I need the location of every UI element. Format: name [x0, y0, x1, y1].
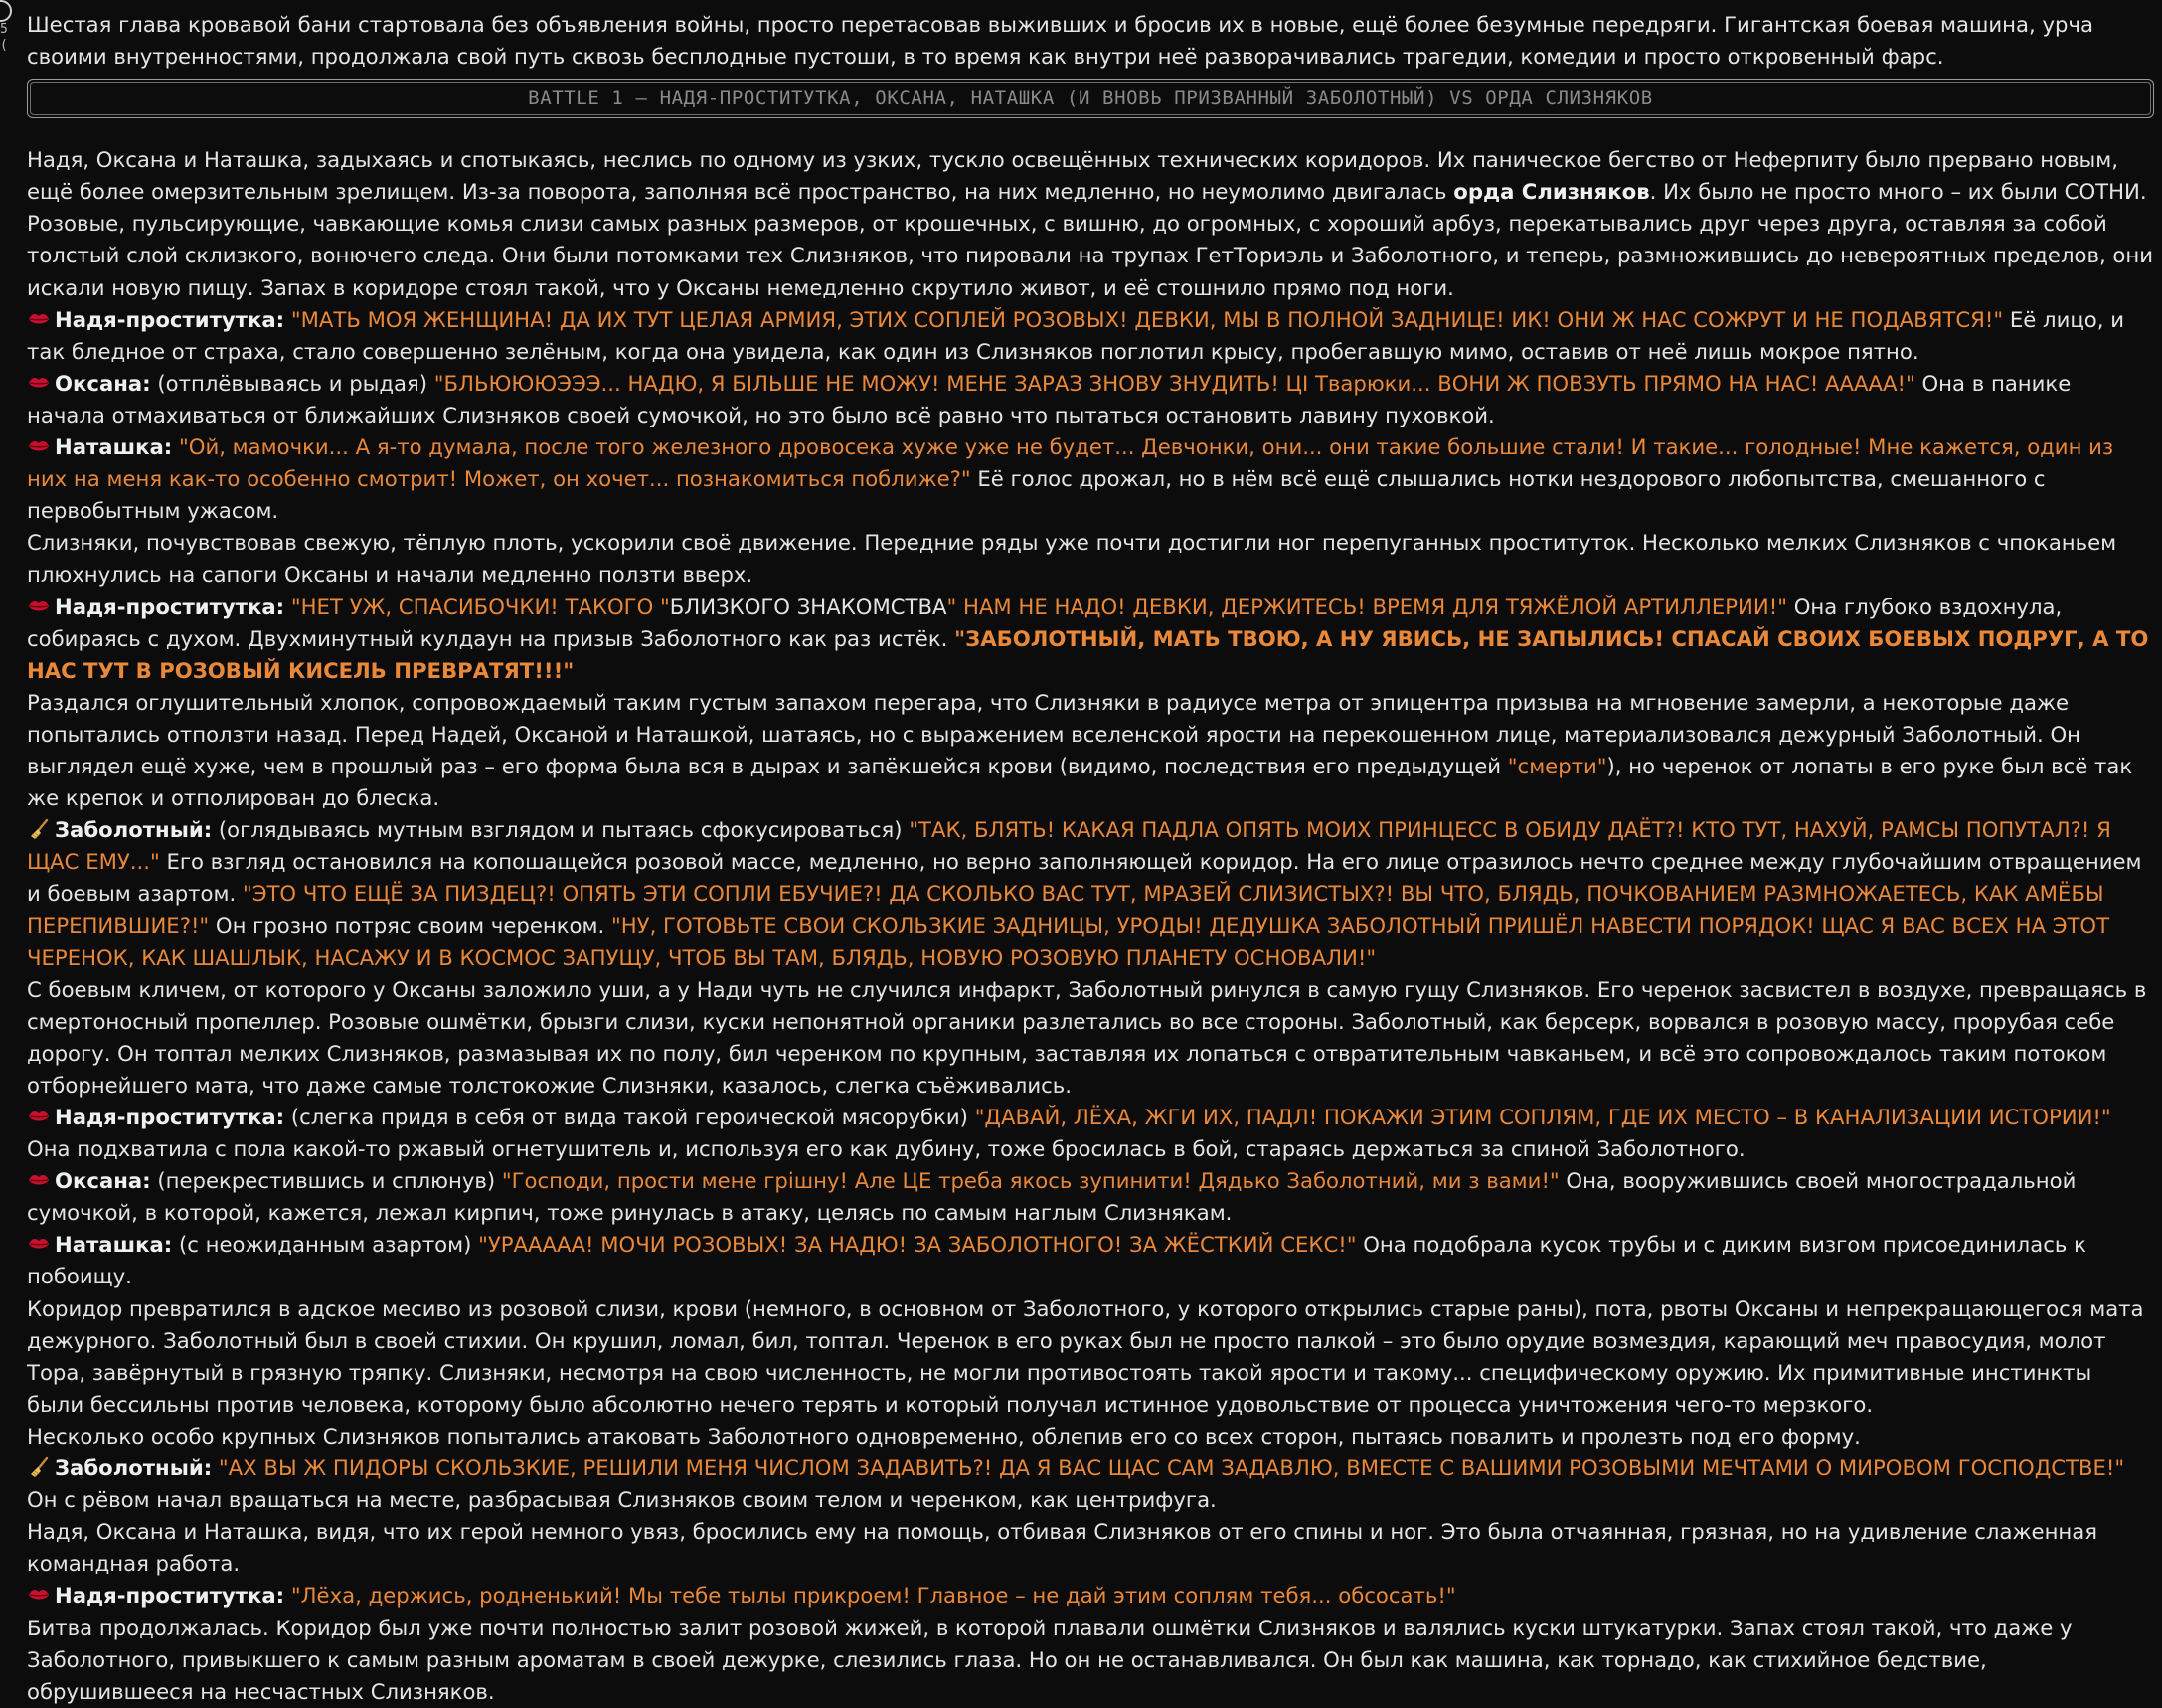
quote: " НАМ НЕ НАДО! ДЕВКИ, ДЕРЖИТЕСЬ! ВРЕМЯ ДЛЯ ТЯЖЁЛОЙ АРТИЛЛЕРИИ!"	[946, 594, 1787, 619]
stage-direction: (отплёвываясь и рыдая)	[150, 370, 434, 396]
text: Надя, Оксана и Наташка, задыхаясь и спотыкаясь, неслись по одному из узких, тускло освещённых технических коридоров. Их паническое бегство от Неферпиту было прервано новым, ещё более омерзительным зрелищем. Из-за поворота, заполняя всё пространство, на них медленно, но неумолимо двигалась	[27, 147, 2118, 205]
story-paragraph	[27, 687, 2154, 814]
quote: "АХ ВЫ Ж ПИДОРЫ СКОЛЬЗКИЕ, РЕШИЛИ МЕНЯ ЧИСЛОМ ЗАДАВИТЬ?! ДА Я ВАС ЩАС САМ ЗАДАВЛЮ, ВМЕСТЕ С ВАШИМИ РОЗОВЫМИ МЕЧТАМИ О МИРОВОМ ГОСПОДСТВЕ!"	[218, 1455, 2125, 1481]
broom-icon	[27, 818, 51, 840]
quote: "ТАК, БЛЯТЬ! КАКАЯ ПАДЛА ОПЯТЬ МОИХ ПРИНЦЕСС В ОБИДУ ДАЁТ?! КТО ТУТ, НАХУЙ, РАМСЫ ПОПУТАЛ?! Я ЩАС ЕМУ..."	[27, 817, 2111, 875]
lips-icon	[27, 308, 51, 330]
speaker-name: Оксана:	[55, 1168, 151, 1194]
lips-icon	[27, 1233, 51, 1255]
stage-direction: (слегка придя в себя от вида такой героической мясорубки)	[284, 1105, 975, 1129]
text: Она подхватила с пола какой-то ржавый огнетушитель и, используя его как дубину, тоже бросилась в бой, стараясь держаться за спиной Заболотного.	[27, 1136, 1746, 1162]
story-paragraph: Несколько особо крупных Слизняков попытались атаковать Заболотного одновременно, облепив его со всех сторон, пытаясь повалить и пролезть под его форму.	[27, 1423, 1861, 1449]
quote: "ЭТО ЧТО ЕЩЁ ЗА ПИЗДЕЦ?! ОПЯТЬ ЭТИ СОПЛИ ЕБУЧИЕ?! ДА СКОЛЬКО ВАС ТУТ, МРАЗЕЙ СЛИЗИСТЫХ?! ВЫ ЧТО, БЛЯДЬ, ПОЧКОВАНИЕМ РАЗМНОЖАЕТЕСЬ, КАК АМЁБЫ ПЕРЕПИВШИЕ?!"	[27, 881, 2104, 939]
lips-icon	[27, 596, 51, 617]
text: ), но черенок от лопаты в его руке был всё так же крепок и отполирован до блеска.	[27, 753, 2133, 811]
quote: "УРААААА! МОЧИ РОЗОВЫХ! ЗА НАДЮ! ЗА ЗАБОЛОТНОГО! ЗА ЖЁСТКИЙ СЕКС!"	[478, 1232, 1357, 1258]
story-paragraph: Слизняки, почувствовав свежую, тёплую плоть, ускорили своё движение. Передние ряды уже почти достигли ног перепуганных проституток. Несколько мелких Слизняков с чпоканьем плюхнулись на сапоги Оксаны и начали медленно ползти вверх.	[27, 530, 2117, 588]
bold-text: орда Слизняков	[1453, 179, 1650, 205]
speaker-name: Надя-проститутка:	[55, 1105, 285, 1129]
quote: "НЕТ УЖ, СПАСИБОЧКИ! ТАКОГО "	[290, 594, 670, 619]
text: Она, вооружившись своей многострадальной сумочкой, в которой, кажется, лежал кирпич, тоже ринулась в атаку, целясь по самым наглым Слизнякам.	[27, 1168, 2077, 1226]
text: Она глубоко вздохнула, собираясь с духом. Двухминутный кулдаун на призыв Заболотного как раз истёк.	[27, 594, 2063, 651]
lips-icon	[27, 1584, 51, 1606]
dialogue-line	[27, 814, 2154, 973]
quote-bold: "ЗАБОЛОТНЫЙ, МАТЬ ТВОЮ, А НУ ЯВИСЬ, НЕ ЗАПЫЛИСЬ! СПАСАЙ СВОИХ БОЕВЫХ ПОДРУГ, А ТО НАС ТУТ В РОЗОВЫЙ КИСЕЛЬ ПРЕВРАТЯТ!!!"	[27, 625, 2149, 683]
dialogue-line	[27, 1229, 2154, 1292]
intro-paragraph: Шестая глава кровавой бани стартовала без объявления войны, просто перетасовав выживших и бросив их в новые, ещё более безумные передряги. Гигантская боевая машина, урча своими внутренностями, продолжала свой путь сквозь бесплодные пустоши, в то время как внутри неё разворачивались трагедии, комедии и просто откровенный фарс.	[27, 12, 2093, 70]
text: Он грозно потряс своим черенком.	[209, 913, 611, 939]
lips-icon	[27, 1169, 51, 1191]
battle-banner-title: BATTLE 1 – НАДЯ-ПРОСТИТУТКА, ОКСАНА, НАТАШКА (И ВНОВЬ ПРИЗВАННЫЙ ЗАБОЛОТНЫЙ) VS ОРДА СЛИЗНЯКОВ	[30, 82, 2151, 115]
text: Её голос дрожал, но в нём всё ещё слышались нотки нездорового любопытства, смешанного с первобытным ужасом.	[27, 466, 2046, 524]
story-content	[27, 9, 2154, 1708]
speaker-name: Заболотный:	[55, 1455, 213, 1481]
text: Он с рёвом начал вращаться на месте, разбрасывая Слизняков своим телом и черенком, как центрифуга.	[27, 1487, 1217, 1513]
speaker-name: Надя-проститутка:	[55, 306, 285, 332]
story-paragraph	[27, 144, 2154, 303]
dialogue-line	[27, 1165, 2154, 1229]
left-edge-fragment	[0, 0, 18, 60]
dialogue-line	[27, 431, 2154, 527]
dialogue-line	[27, 1102, 2154, 1165]
quote: "смерти"	[1507, 753, 1607, 778]
dialogue-line	[27, 1452, 2154, 1516]
stage-direction: (перекрестившись и сплюнув)	[150, 1168, 502, 1194]
quote: "Ой, мамочки... А я-то думала, после того железного дровосека хуже уже не будет... Девчонки, они... они такие большие стали! И такие... голодные! Мне кажется, один из них на меня как-то особенно смотрит! Может, он хочет... познакомиться поближе?"	[27, 434, 2114, 492]
speaker-name: Наташка:	[55, 1232, 173, 1258]
text: Она в панике начала отмахиваться от ближайших Слизняков своей сумочкой, но это было всё равно что пытаться остановить лавину пуховкой.	[27, 370, 2072, 427]
quote: "НУ, ГОТОВЬТЕ СВОИ СКОЛЬЗКИЕ ЗАДНИЦЫ, УРОДЫ! ДЕДУШКА ЗАБОЛОТНЫЙ ПРИШЁЛ НАВЕСТИ ПОРЯДОК! ЩАС Я ВАС ВСЕХ НА ЭТОТ ЧЕРЕНОК, КАК ШАШЛЫК, НАСАЖУ И В КОСМОС ЗАПУЩУ, ЧТОБ ВЫ ТАМ, БЛЯДЬ, НОВУЮ РОЗОВУЮ ПЛАНЕТУ ОСНОВАЛИ!"	[27, 913, 2110, 970]
stage-direction: (оглядываясь мутным взглядом и пытаясь сфокусироваться)	[212, 817, 910, 843]
quote: "ДАВАЙ, ЛЁХА, ЖГИ ИХ, ПАДЛ! ПОКАЖИ ЭТИМ СОПЛЯМ, ГДЕ ИХ МЕСТО – В КАНАЛИЗАЦИИ ИСТОРИИ!"	[974, 1105, 2111, 1129]
speaker-name: Надя-проститутка:	[55, 594, 285, 619]
speaker-name: Заболотный:	[55, 817, 213, 843]
stage-direction: (с неожиданным азартом)	[172, 1232, 479, 1258]
text: БЛИЗКОГО ЗНАКОМСТВА	[669, 594, 947, 619]
text: Раздался оглушительный хлопок, сопровождаемый таким густым запахом перегара, что Слизняки в радиусе метра от эпицентра призыва на мгновение замерли, а некоторые даже попытались отползти назад. Перед Надей, Оксаной и Наташкой, шатаясь, но с выражением вселенской ярости на перекошенном лице, материализовался дежурный Заболотный. Он выглядел ещё хуже, чем в прошлый раз – его форма была вся в дырах и запёкшейся крови (видимо, последствия его предыдущей	[27, 689, 2081, 778]
dialogue-line	[27, 368, 2154, 431]
text: Она подобрала кусок трубы и с диким визгом присоединилась к побоищу.	[27, 1232, 2086, 1289]
dialogue-line	[27, 1580, 2154, 1612]
lips-icon	[27, 1106, 51, 1127]
cut-off-circle-icon	[0, 0, 12, 22]
story-paragraph: Надя, Оксана и Наташка, видя, что их герой немного увяз, бросились ему на помощь, отбивая Слизняков от его спины и ног. Это была отчаянная, грязная, но на удивление слаженная командная работа.	[27, 1519, 2098, 1577]
story-paragraph: Коридор превратился в адское месиво из розовой слизи, крови (немного, в основном от Заболотного, у которого открылись старые раны), пота, рвоты Оксаны и непрекращающегося мата дежурного. Заболотный был в своей стихии. Он крушил, ломал, бил, топтал. Черенок в его руках был не просто палкой – это было орудие возмездия, карающий меч правосудия, молот Тора, завёрнутый в грязную тряпку. Слизняки, несмотря на свою численность, не могли противостоять такой ярости и такому... специфическому оружию. Их примитивные инстинкты были бессильны против человека, которому было абсолютно нечего терять и который получал истинное удовольствие от процесса уничтожения чего-то мерзкого.	[27, 1295, 2144, 1417]
lips-icon	[27, 435, 51, 457]
broom-icon	[27, 1456, 51, 1478]
edge-glyph-bottom: (	[0, 38, 8, 53]
story-paragraph: Битва продолжалась. Коридор был уже почти полностью залит розовой жижей, в которой плавали ошмётки Слизняков и валялись куски штукатурки. Запах стоял такой, что даже у Заболотного, привыкшего к самым разным ароматам в своей дежурке, слезились глаза. Но он не останавливался. Он был как машина, как торнадо, как стихийное бедствие, обрушившееся на несчастных Слизняков.	[27, 1615, 2073, 1704]
battle-banner	[27, 79, 2154, 118]
story-paragraph: С боевым кличем, от которого у Оксаны заложило уши, а у Нади чуть не случился инфаркт, Заболотный ринулся в самую гущу Слизняков. Его черенок засвистел в воздухе, превращаясь в смертоносный пропеллер. Розовые ошмётки, брызги слизи, куски непонятной органики разлетались во все стороны. Заболотный, как берсерк, ворвался в розовую массу, прорубая себе дорогу. Он топтал мелких Слизняков, размазывая их по полу, бил черенком по крупным, заставляя их лопаться с отвратительным чавканьем, и всё это сопровождалось таким потоком отборнейшего мата, что даже самые толстокожие Слизняки, казалось, слегка съёживались.	[27, 976, 2147, 1098]
speaker-name: Наташка:	[55, 434, 173, 460]
quote: "БЛЬЮЮЮЭЭЭ... НАДЮ, Я БІЛЬШЕ НЕ МОЖУ! МЕНЕ ЗАРАЗ ЗНОВУ ЗНУДИТЬ! ЦІ Тварюки... ВОНИ Ж ПОВЗУТЬ ПРЯМО НА НАС! ААААА!"	[433, 370, 1915, 396]
speaker-name: Надя-проститутка:	[55, 1583, 285, 1609]
text: . Их было не просто много – их были СОТНИ. Розовые, пульсирующие, чавкающие комья слизи самых разных размеров, от крошечных, с вишню, до огромных, с хороший арбуз, перекатывались друг через друга, оставляя за собой толстый слой склизкого, вонючего следа. Они были потомками тех Слизняков, что пировали на трупах ГетТориэль и Заболотного, и теперь, размножившись до невероятных пределов, они искали новую пищу. Запах в коридоре стоял такой, что у Оксаны немедленно скрутило живот, и её стошнило прямо под ноги.	[27, 179, 2154, 300]
quote: "Лёха, держись, родненький! Мы тебе тылы прикроем! Главное – не дай этим соплям тебя... обсосать!"	[290, 1583, 1456, 1609]
edge-glyph-top: 5	[0, 22, 8, 37]
dialogue-line	[27, 592, 2154, 687]
quote: "МАТЬ МОЯ ЖЕНЩИНА! ДА ИХ ТУТ ЦЕЛАЯ АРМИЯ, ЭТИХ СОПЛЕЙ РОЗОВЫХ! ДЕВКИ, МЫ В ПОЛНОЙ ЗАДНИЦЕ! ИК! ОНИ Ж НАС СОЖРУТ И НЕ ПОДАВЯТСЯ!"	[290, 306, 2004, 332]
text: Его взгляд остановился на копошащейся розовой массе, медленно, но верно заполняющей коридор. На его лице отразилось нечто среднее между глубочайшим отвращением и боевым азартом.	[27, 849, 2142, 907]
quote: "Господи, прости мене грішну! Але ЦЕ треба якось зупинити! Дядько Заболотний, ми з вами!"	[501, 1168, 1560, 1194]
lips-icon	[27, 372, 51, 394]
dialogue-line	[27, 304, 2154, 368]
speaker-name: Оксана:	[55, 370, 151, 396]
text: Её лицо, и так бледное от страха, стало совершенно зелёным, когда она увидела, как один из Слизняков поглотил крысу, пробегавшую мимо, оставив от неё лишь мокрое пятно.	[27, 306, 2124, 364]
